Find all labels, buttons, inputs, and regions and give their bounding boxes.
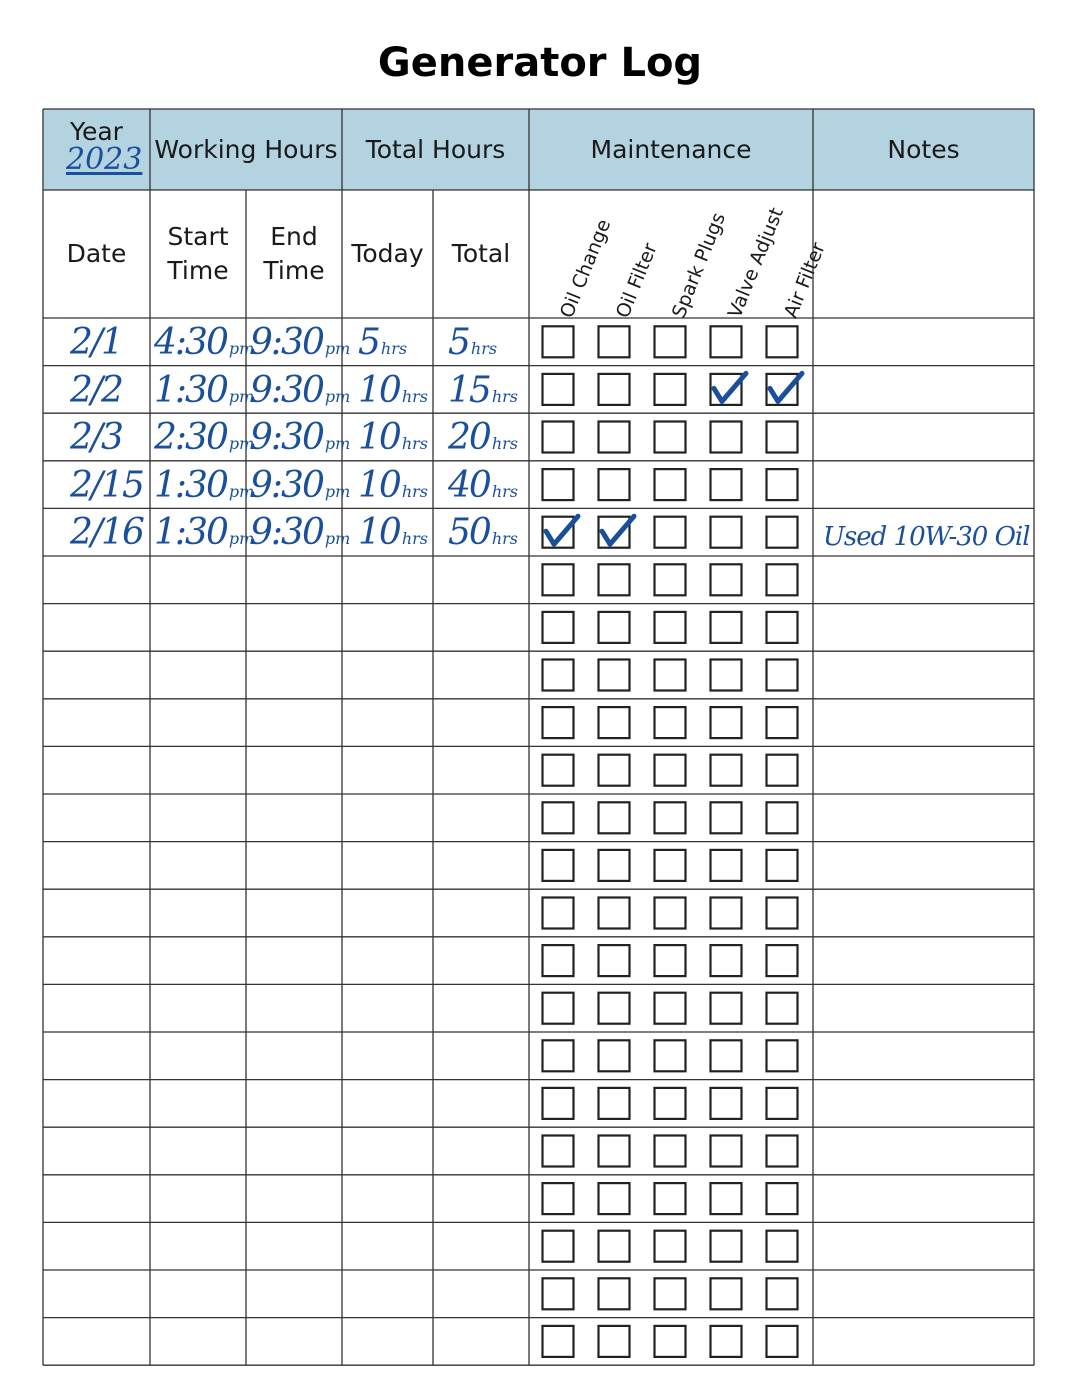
maintenance-checkbox xyxy=(767,469,798,500)
maintenance-checkbox xyxy=(655,802,686,833)
total-hours-entry: 5 hrs xyxy=(448,322,498,363)
maintenance-checkbox xyxy=(655,993,686,1024)
maintenance-checkbox xyxy=(711,1326,742,1357)
maintenance-checkbox xyxy=(655,612,686,643)
maintenance-checkbox xyxy=(543,1183,574,1214)
maintenance-checkbox xyxy=(543,755,574,786)
year-label: Year xyxy=(70,117,123,147)
maintenance-checkbox xyxy=(711,469,742,500)
maintenance-checkbox xyxy=(655,326,686,357)
maintenance-checkbox xyxy=(711,326,742,357)
start-time-entry: 2:30 pm xyxy=(154,417,255,459)
page-title: Generator Log xyxy=(377,40,703,86)
maintenance-checkbox xyxy=(655,564,686,595)
start-time-entry: 1:30 pm xyxy=(154,464,255,506)
maintenance-checkbox xyxy=(767,707,798,738)
maintenance-checkbox xyxy=(543,1136,574,1167)
date-entry: 2/15 xyxy=(70,464,143,506)
date-entry: 2/3 xyxy=(70,417,122,459)
maintenance-checkbox xyxy=(767,945,798,976)
maintenance-checkbox xyxy=(599,1326,630,1357)
maintenance-checkbox xyxy=(655,1326,686,1357)
maintenance-checkbox xyxy=(599,802,630,833)
start-time-entry: 1:30 pm xyxy=(154,369,255,411)
today-hours-entry: 10 hrs xyxy=(358,512,428,554)
maintenance-checkbox xyxy=(711,755,742,786)
maintenance-checkbox xyxy=(655,945,686,976)
maintenance-checkbox xyxy=(599,898,630,929)
working-hours-header: Working Hours xyxy=(154,134,338,164)
end-time-entry: 9:30 pm xyxy=(250,417,351,459)
maintenance-checkbox xyxy=(711,802,742,833)
today-hours-entry: 5 hrs xyxy=(358,322,408,363)
maintenance-checkbox xyxy=(767,1136,798,1167)
end-time-entry: 9:30 pm xyxy=(250,464,351,506)
maintenance-checkbox xyxy=(543,564,574,595)
maintenance-checkbox xyxy=(655,755,686,786)
maintenance-checkbox xyxy=(767,850,798,881)
maintenance-checkbox xyxy=(767,1278,798,1309)
maintenance-checkbox xyxy=(711,422,742,453)
total-hours-header: Total Hours xyxy=(365,134,506,164)
maintenance-checkbox xyxy=(543,469,574,500)
total-hours-entry: 40 hrs xyxy=(448,464,518,506)
maintenance-checkbox xyxy=(599,707,630,738)
today-hours-entry: 10 hrs xyxy=(358,464,428,506)
maintenance-checkbox xyxy=(543,993,574,1024)
maintenance-checkbox xyxy=(711,850,742,881)
maintenance-checkbox xyxy=(711,612,742,643)
today-header: Today xyxy=(351,239,424,269)
maintenance-checkbox xyxy=(543,1088,574,1119)
maintenance-checkbox xyxy=(655,850,686,881)
maintenance-checkbox xyxy=(599,422,630,453)
maintenance-checkbox xyxy=(711,1136,742,1167)
maintenance-checkbox xyxy=(711,660,742,691)
start-time-header: Start Time xyxy=(167,222,229,285)
maintenance-checkbox xyxy=(543,326,574,357)
maintenance-checkbox xyxy=(543,1326,574,1357)
total-header: Total xyxy=(451,239,511,269)
today-hours-entry: 10 hrs xyxy=(358,417,428,459)
maintenance-checkbox xyxy=(711,1278,742,1309)
maintenance-checkbox xyxy=(711,898,742,929)
maintenance-checkbox xyxy=(711,1088,742,1119)
maintenance-checkbox xyxy=(543,422,574,453)
note-entry: Used 10W-30 Oil xyxy=(823,522,1030,553)
maintenance-checkbox xyxy=(711,564,742,595)
maintenance-checkbox xyxy=(599,993,630,1024)
maintenance-checkbox xyxy=(655,517,686,548)
maintenance-checkbox xyxy=(767,517,798,548)
maintenance-checkbox xyxy=(767,660,798,691)
maintenance-checkbox xyxy=(711,1183,742,1214)
maintenance-checkbox xyxy=(543,1040,574,1071)
maintenance-item-valve-adjust: Valve Adjust xyxy=(723,204,788,322)
maintenance-checkbox xyxy=(599,564,630,595)
maintenance-checkbox xyxy=(767,898,798,929)
maintenance-checkbox xyxy=(767,1231,798,1262)
maintenance-checkbox xyxy=(543,802,574,833)
maintenance-checkbox xyxy=(767,564,798,595)
date-entry: 2/16 xyxy=(70,512,143,554)
maintenance-checkbox xyxy=(655,1183,686,1214)
maintenance-checkbox xyxy=(543,945,574,976)
maintenance-checkbox xyxy=(767,1088,798,1119)
maintenance-checkbox xyxy=(543,660,574,691)
today-hours-entry: 10 hrs xyxy=(358,369,428,411)
maintenance-checkbox xyxy=(767,422,798,453)
maintenance-item-oil-filter: Oil Filter xyxy=(611,239,662,322)
maintenance-checkbox xyxy=(599,326,630,357)
notes-header: Notes xyxy=(887,134,960,164)
total-hours-entry: 15 hrs xyxy=(448,369,518,411)
maintenance-checkbox xyxy=(767,755,798,786)
maintenance-checkbox xyxy=(599,612,630,643)
maintenance-checkbox xyxy=(767,326,798,357)
maintenance-checkbox xyxy=(543,374,574,405)
maintenance-checkbox xyxy=(767,1040,798,1071)
maintenance-checkbox xyxy=(655,1088,686,1119)
maintenance-checkbox xyxy=(655,374,686,405)
maintenance-checkbox xyxy=(655,1040,686,1071)
date-entry: 2/1 xyxy=(70,322,122,363)
maintenance-checkbox xyxy=(599,1040,630,1071)
maintenance-checkbox xyxy=(655,469,686,500)
maintenance-checkbox xyxy=(655,707,686,738)
maintenance-checkbox xyxy=(599,1088,630,1119)
maintenance-checkbox xyxy=(711,945,742,976)
maintenance-checkbox xyxy=(711,517,742,548)
maintenance-checkbox xyxy=(767,612,798,643)
maintenance-item-oil-change: Oil Change xyxy=(555,216,616,322)
maintenance-checkbox xyxy=(767,802,798,833)
maintenance-checkbox xyxy=(655,660,686,691)
maintenance-checkbox xyxy=(599,755,630,786)
date-entry: 2/2 xyxy=(70,369,122,411)
total-hours-entry: 50 hrs xyxy=(448,512,518,554)
year-value: 2023 xyxy=(66,142,143,177)
maintenance-checkbox xyxy=(543,612,574,643)
maintenance-checkbox xyxy=(655,422,686,453)
maintenance-checkbox xyxy=(599,374,630,405)
maintenance-checkbox xyxy=(543,898,574,929)
maintenance-checkbox xyxy=(599,1136,630,1167)
end-time-entry: 9:30 pm xyxy=(250,322,351,363)
maintenance-checkbox xyxy=(655,1231,686,1262)
maintenance-checkbox xyxy=(599,1231,630,1262)
maintenance-checkbox xyxy=(767,1183,798,1214)
end-time-entry: 9:30 pm xyxy=(250,512,351,554)
end-time-entry: 9:30 pm xyxy=(250,369,351,411)
date-header: Date xyxy=(66,239,127,269)
maintenance-checkbox xyxy=(711,993,742,1024)
maintenance-checkbox xyxy=(655,1278,686,1309)
maintenance-checkbox xyxy=(599,945,630,976)
maintenance-checkbox xyxy=(711,1231,742,1262)
maintenance-checkbox xyxy=(543,1231,574,1262)
maintenance-checkbox xyxy=(543,1278,574,1309)
end-time-header: End Time xyxy=(263,222,325,285)
maintenance-checkbox xyxy=(711,707,742,738)
maintenance-checkbox xyxy=(599,660,630,691)
maintenance-item-air-filter: Air Filter xyxy=(779,239,830,322)
maintenance-item-spark-plugs: Spark Plugs xyxy=(667,209,730,322)
maintenance-checkbox xyxy=(767,993,798,1024)
maintenance-checkbox xyxy=(655,1136,686,1167)
maintenance-checkbox xyxy=(543,850,574,881)
start-time-entry: 4:30 pm xyxy=(154,322,255,363)
total-hours-entry: 20 hrs xyxy=(448,417,518,459)
maintenance-checkbox xyxy=(599,850,630,881)
maintenance-checkbox xyxy=(599,1278,630,1309)
maintenance-checkbox xyxy=(599,469,630,500)
start-time-entry: 1:30 pm xyxy=(154,512,255,554)
maintenance-checkbox xyxy=(543,707,574,738)
maintenance-header: Maintenance xyxy=(590,134,752,164)
maintenance-checkbox xyxy=(599,1183,630,1214)
maintenance-checkbox xyxy=(711,1040,742,1071)
maintenance-checkbox xyxy=(767,1326,798,1357)
maintenance-checkbox xyxy=(655,898,686,929)
